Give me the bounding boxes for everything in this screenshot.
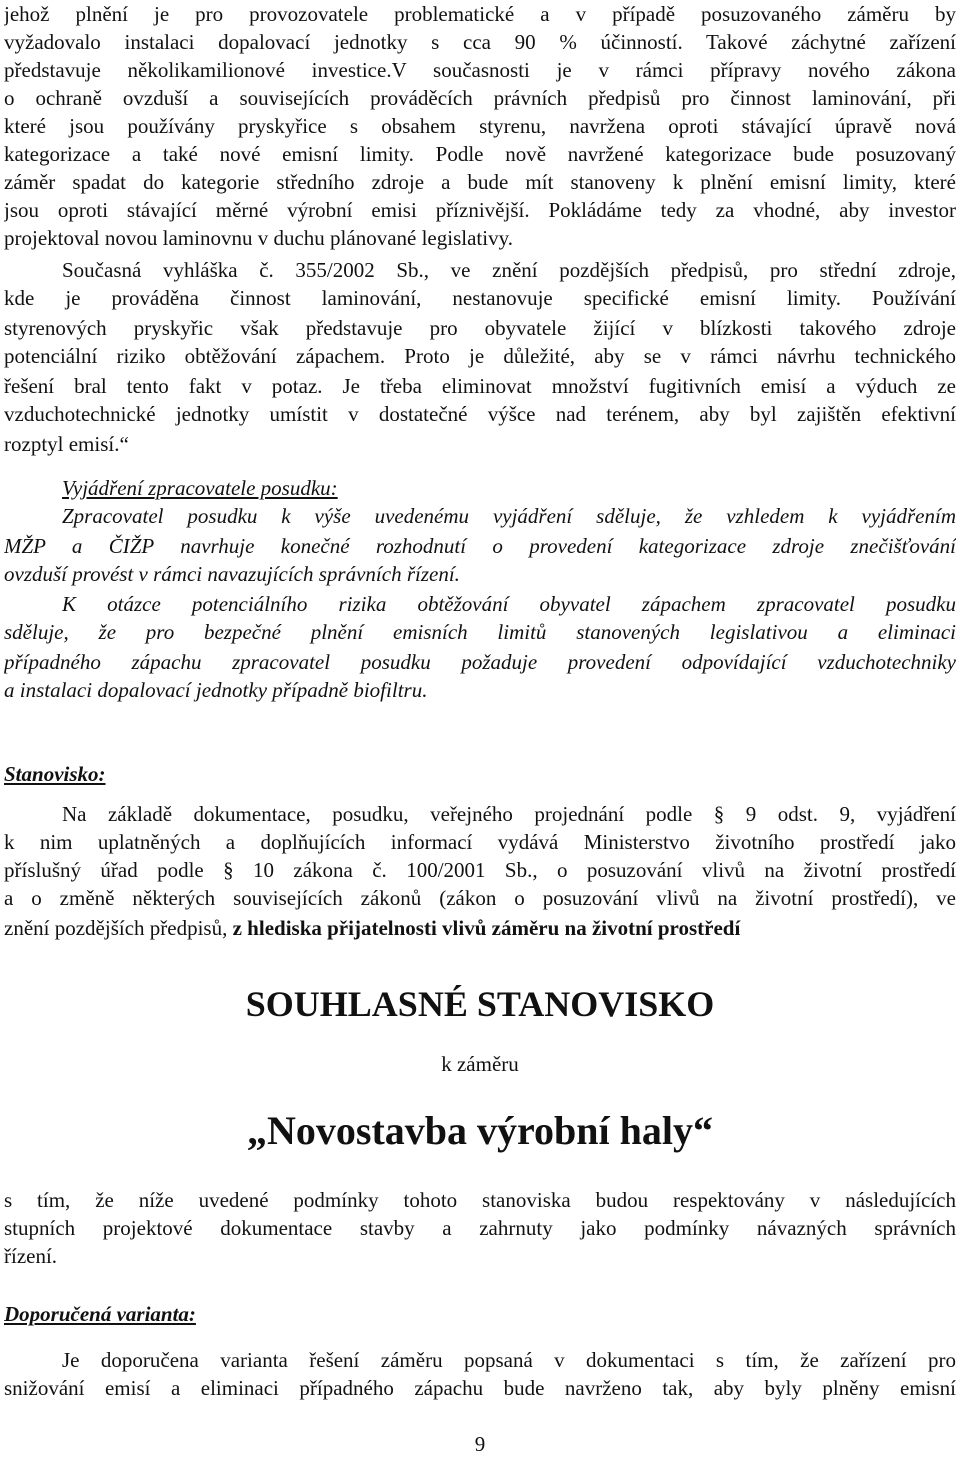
paragraph-line: styrenových pryskyřic však představuje pro obyvatele žijící v blízkosti takového zdroje (4, 316, 956, 340)
paragraph-line: stupních projektové dokumentace stavby a zahrnuty jako podmínky návazných správních (4, 1216, 956, 1240)
paragraph-line: s tím, že níže uvedené podmínky tohoto stanoviska budou respektovány v následujících (4, 1188, 956, 1212)
paragraph-line: představuje několikamilionové investice.V současnosti je v rámci přípravy nového zákona (4, 58, 956, 82)
section-heading-vyjadreni: Vyjádření zpracovatele posudku: (62, 476, 338, 500)
paragraph-line: řešení bral tento fakt v potaz. Je třeba eliminovat množství fugitivních emisí a výduch ze (4, 374, 956, 398)
italic-line: MŽP a ČIŽP navrhuje konečné rozhodnutí o provedení kategorizace zdroje znečišťování (4, 534, 956, 558)
paragraph-line: kategorizace a také nové emisní limity. Podle nově navržené kategorizace bude posuzovaný (4, 142, 956, 166)
paragraph-line: Je doporučena varianta řešení záměru popsaná v dokumentaci s tím, že zařízení pro (62, 1348, 956, 1372)
paragraph-line: řízení. (4, 1244, 58, 1268)
paragraph-line: které jsou používány pryskyřice s obsahem styrenu, navržena oproti stávající úpravě nová (4, 114, 956, 138)
project-name: „Novostavba výrobní haly“ (246, 1108, 713, 1153)
page-number: 9 (474, 1432, 486, 1456)
bold-text: z hlediska přijatelnosti vlivů záměru na životní prostředí (232, 916, 741, 940)
paragraph-line: rozptyl emisí.“ (4, 432, 129, 456)
italic-line: K otázce potenciálního rizika obtěžování obyvatel zápachem zpracovatel posudku (62, 592, 956, 616)
paragraph-line: záměr spadat do kategorie středního zdroje a bude mít stanoveny k plnění emisní limity, které (4, 170, 956, 194)
italic-line: Zpracovatel posudku k výše uvedenému vyjádření sděluje, že vzhledem k vyjádřením (62, 504, 956, 528)
section-heading-stanovisko: Stanovisko: (4, 762, 106, 786)
paragraph-line: Na základě dokumentace, posudku, veřejného projednání podle § 9 odst. 9, vyjádření (62, 802, 956, 826)
paragraph-line: potenciální riziko obtěžování zápachem. Proto je důležité, aby se v rámci návrhu technického (4, 344, 956, 368)
paragraph-line: snižování emisí a eliminaci případného zápachu bude navrženo tak, aby byly plněny emisní (4, 1376, 956, 1400)
italic-line: sděluje, že pro bezpečné plnění emisních limitů stanovených legislativou a eliminaci (4, 620, 956, 644)
plain-text: znění pozdějších předpisů, (4, 916, 233, 940)
paragraph-line: jehož plnění je pro provozovatele problematické a v případě posuzovaného záměru by (4, 2, 956, 26)
paragraph-line: o ochraně ovzduší a souvisejících prováděcích právních předpisů pro činnost laminování, při (4, 86, 956, 110)
paragraph-line: Současná vyhláška č. 355/2002 Sb., ve znění pozdějších předpisů, pro střední zdroje, (62, 258, 956, 282)
paragraph-line: příslušný úřad podle § 10 zákona č. 100/2001 Sb., o posuzování vlivů na životní prostředí (4, 858, 956, 882)
document-title: SOUHLASNÉ STANOVISKO (245, 984, 715, 1024)
paragraph-line: k nim uplatněných a doplňujících informací vydává Ministerstvo životního prostředí jako (4, 830, 956, 854)
paragraph-line: kde je prováděna činnost laminování, nestanovuje specifické emisní limity. Používání (4, 286, 956, 310)
italic-line: ovzduší provést v rámci navazujících správních řízení. (4, 562, 460, 586)
paragraph-line (4, 914, 956, 942)
italic-line: a instalaci dopalovací jednotky případně biofiltru. (4, 678, 428, 702)
paragraph-line: projektoval novou laminovnu v duchu plánované legislativy. (4, 226, 513, 250)
paragraph-line: vzduchotechnické jednotky umístit v dostatečné výšce nad terénem, aby byl zajištěn efektivní (4, 402, 956, 426)
italic-line: případného zápachu zpracovatel posudku požaduje provedení odpovídající vzduchotechniky (4, 650, 956, 674)
section-heading-doporucena: Doporučená varianta: (4, 1302, 196, 1326)
paragraph-line: vyžadovalo instalaci dopalovací jednotky s cca 90 % účinností. Takové záchytné zařízení (4, 30, 956, 54)
paragraph-line: jsou oproti stávající měrné výrobní emisi příznivější. Pokládáme tedy za vhodné, aby investor (4, 198, 956, 222)
subtitle-k-zameru: k záměru (441, 1052, 519, 1076)
paragraph-line: a o změně některých souvisejících zákonů (zákon o posuzování vlivů na životní prostředí), ve (4, 886, 956, 910)
